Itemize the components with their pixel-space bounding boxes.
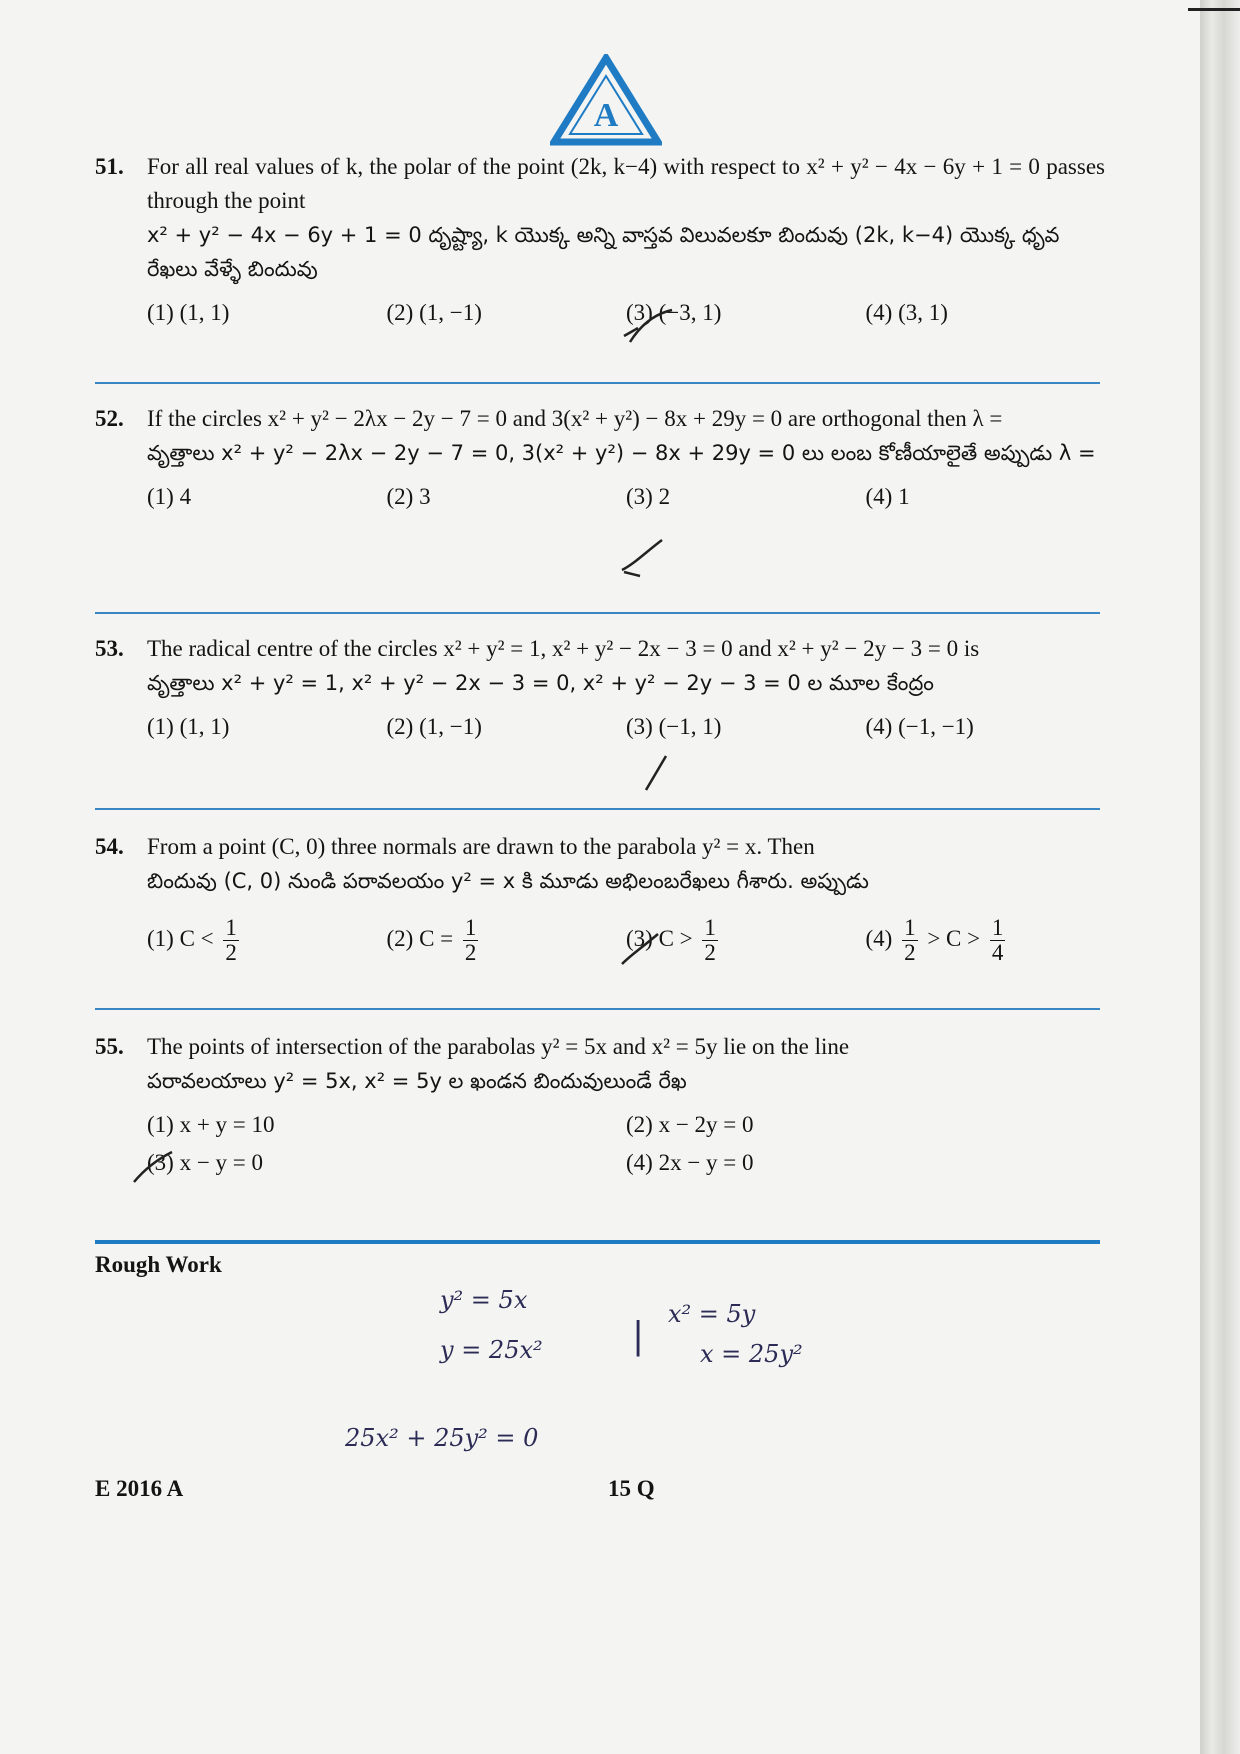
question-number: 52. (95, 406, 124, 431)
option-3[interactable]: (3) (−3, 1) (626, 300, 722, 325)
handwritten-note: x = 25y² (700, 1340, 803, 1368)
option-3[interactable]: (3) x − y = 0 (147, 1150, 264, 1175)
question-52 (95, 402, 1105, 514)
option-prefix: (2) C = (386, 925, 454, 951)
answer-tick-mark (620, 306, 680, 346)
option-1[interactable]: (1) 4 (147, 484, 192, 509)
fraction (463, 916, 479, 965)
handwritten-note: y = 25x² (440, 1336, 543, 1364)
option-4[interactable]: (4) 1 (865, 484, 910, 509)
denominator: 4 (991, 940, 1004, 965)
denominator: 2 (464, 940, 477, 965)
numerator: 1 (225, 915, 237, 940)
edge-mark (1188, 8, 1240, 11)
options (147, 1108, 1105, 1184)
option-4[interactable]: (4) (3, 1) (865, 300, 948, 325)
option-prefix: (4) (865, 925, 893, 951)
option-1[interactable]: (1) x + y = 10 (147, 1112, 275, 1137)
question-text-en: The points of intersection of the parabolas y² = 5x and x² = 5y lie on the line (147, 1034, 850, 1059)
question-text-te: వృత్తాలు x² + y² = 1, x² + y² − 2x − 3 = 0, x² + y² − 2y − 3 = 0 ల మూల కేంద్రం (147, 671, 934, 695)
question-text-te: x² + y² − 4x − 6y + 1 = 0 దృష్ట్యా, k యొక్క అన్ని వాస్తవ విలువలకూ బిందువు (2k, k−4) యొక్క ధృవ రేఖలు వేళ్ళే బిందువు (147, 223, 1060, 281)
question-divider (95, 382, 1100, 384)
question-text-te: పరావలయాలు y² = 5x, x² = 5y ల ఖండన బిందువులుండే రేఖ (147, 1069, 687, 1093)
answer-tick-mark (132, 1146, 192, 1186)
question-number: 54. (95, 834, 124, 859)
question-text-te: బిందువు (C, 0) నుండి పరావలయం y² = x కి మూడు అభిలంబరేఖలు గీశారు. అప్పుడు (147, 869, 869, 893)
answer-tick-mark (640, 752, 700, 792)
numerator: 1 (904, 915, 916, 940)
handwritten-note: | (632, 1316, 645, 1357)
option-4[interactable] (866, 916, 1106, 965)
page-edge-binding (1200, 0, 1240, 1754)
question-divider (95, 612, 1100, 614)
question-54 (95, 830, 1105, 965)
handwritten-note: 25x² + 25y² = 0 (345, 1424, 539, 1452)
option-3[interactable]: (3) 2 (626, 484, 671, 509)
option-prefix: (3) C > (626, 925, 693, 951)
numerator: 1 (464, 915, 477, 940)
paper-code: E 2016 A (95, 1476, 184, 1501)
question-number: 51. (95, 154, 124, 179)
denominator: 2 (704, 940, 716, 965)
option-2[interactable] (387, 916, 627, 965)
answer-tick-mark (618, 538, 678, 578)
question-text-en: The radical centre of the circles x² + y² = 1, x² + y² − 2x − 3 = 0 and x² + y² − 2y − 3 = 0 is (147, 636, 980, 661)
question-51 (95, 150, 1105, 330)
handwritten-note: x² = 5y (668, 1300, 756, 1328)
question-divider (95, 808, 1100, 810)
question-divider (95, 1008, 1100, 1010)
option-2[interactable]: (2) (1, −1) (386, 300, 482, 325)
option-2[interactable]: (2) (1, −1) (386, 714, 482, 739)
fraction (223, 916, 239, 965)
question-text-en: If the circles x² + y² − 2λx − 2y − 7 = 0 and 3(x² + y²) − 8x + 29y = 0 are orthogonal then λ = (147, 406, 1003, 431)
option-1[interactable]: (1) (1, 1) (147, 300, 230, 325)
question-53 (95, 632, 1105, 744)
question-text-en: From a point (C, 0) three normals are drawn to the parabola y² = x. Then (147, 834, 815, 859)
denominator: 2 (904, 940, 916, 965)
denominator: 2 (225, 940, 237, 965)
set-letter: A (593, 97, 619, 134)
handwritten-note: y² = 5x (440, 1286, 528, 1314)
option-prefix: (1) C < (147, 925, 214, 951)
set-a-triangle-logo (550, 54, 662, 146)
option-1[interactable] (147, 916, 387, 965)
numerator: 1 (704, 915, 716, 940)
option-2[interactable]: (2) x − 2y = 0 (626, 1112, 754, 1137)
option-2[interactable]: (2) 3 (386, 484, 431, 509)
option-3[interactable]: (3) (−1, 1) (626, 714, 722, 739)
fraction (902, 916, 918, 965)
answer-tick-mark (618, 930, 678, 970)
question-number: 53. (95, 636, 124, 661)
option-suffix: > C > (927, 925, 981, 951)
question-number: 55. (95, 1034, 124, 1059)
page-label: 15 Q (608, 1476, 655, 1501)
question-55 (95, 1030, 1105, 1184)
option-4[interactable]: (4) (−1, −1) (865, 714, 974, 739)
fraction (702, 916, 718, 965)
rough-work-label: Rough Work (95, 1252, 222, 1277)
options (147, 710, 1105, 744)
rough-work-divider (95, 1240, 1100, 1244)
option-1[interactable]: (1) (1, 1) (147, 714, 230, 739)
question-text-te: వృత్తాలు x² + y² − 2λx − 2y − 7 = 0, 3(x² + y²) − 8x + 29y = 0 లు లంబ కోణీయాలైతే అప్పుడు λ = (147, 441, 1096, 465)
question-text-en: For all real values of k, the polar of the point (2k, k−4) with respect to x² + y² − 4x − 6y + 1 = 0 passes through the point (147, 154, 1105, 213)
numerator: 1 (991, 915, 1004, 940)
options (147, 480, 1105, 514)
fraction (990, 916, 1006, 965)
option-4[interactable]: (4) 2x − y = 0 (626, 1150, 754, 1175)
